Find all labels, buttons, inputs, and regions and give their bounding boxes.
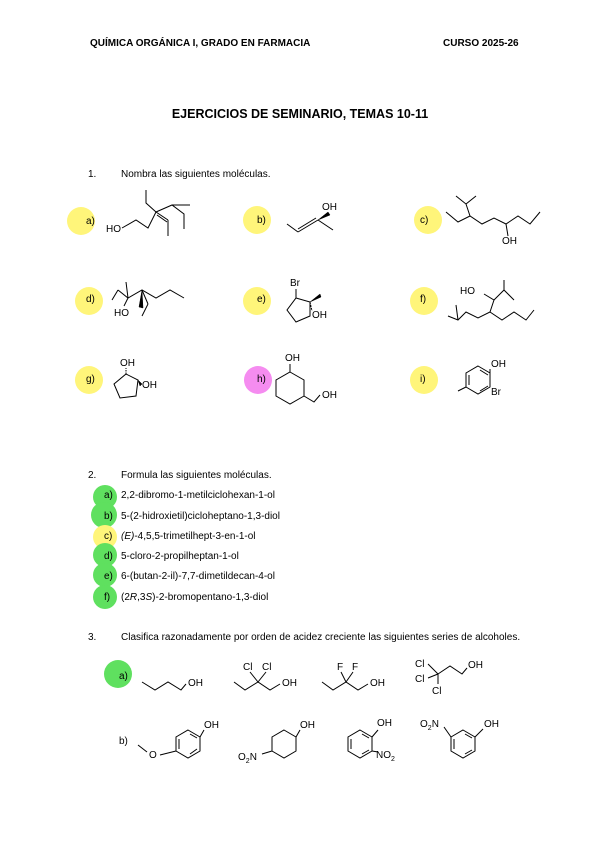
atom-label bbox=[420, 719, 439, 732]
item-text: -4,5,5-trimetilhept-3-en-1-ol bbox=[134, 531, 256, 542]
item-italic: (E) bbox=[121, 531, 135, 542]
q2-number: 2. bbox=[88, 470, 97, 481]
atom-label: O bbox=[238, 752, 246, 763]
item-letter: d) bbox=[104, 551, 113, 562]
atom-label: N bbox=[249, 752, 257, 763]
atom-label: OH bbox=[300, 720, 315, 731]
atom-label: F bbox=[352, 662, 359, 673]
atom-label: OH bbox=[312, 310, 327, 321]
atom-label: HO bbox=[106, 224, 121, 235]
q1-number: 1. bbox=[88, 169, 97, 180]
atom-subscript: 2 bbox=[245, 758, 250, 765]
atom-label: O bbox=[149, 750, 157, 761]
atom-label: O bbox=[383, 750, 392, 761]
atom-label: Br bbox=[290, 278, 300, 289]
atom-label: OH bbox=[491, 359, 506, 370]
atom-label: OH bbox=[377, 718, 392, 729]
atom-label: OH bbox=[370, 678, 385, 689]
item-text: 5-(2-hidroxietil)cicloheptano-1,3-diol bbox=[121, 511, 280, 522]
q1-label-g: g) bbox=[86, 374, 95, 385]
item-text: 6-(butan-2-il)-7,7-dimetildecan-4-ol bbox=[121, 571, 275, 582]
item-text: (2 bbox=[121, 592, 130, 603]
atom-label: HO bbox=[460, 286, 475, 297]
atom-subscript: 2 bbox=[427, 725, 432, 732]
q1-text: Nombra las siguientes moléculas. bbox=[121, 169, 271, 180]
atom-label: OH bbox=[502, 236, 517, 247]
atom-label: OH bbox=[188, 678, 203, 689]
atom-label: OH bbox=[282, 678, 297, 689]
q1-label-e: e) bbox=[257, 294, 266, 305]
year-header: CURSO 2025-26 bbox=[443, 38, 519, 49]
atom-label: O bbox=[420, 719, 428, 730]
item-text: )-2-bromopentano-1,3-diol bbox=[152, 592, 269, 603]
item-italic: R bbox=[129, 592, 138, 603]
item-letter: f) bbox=[104, 592, 111, 603]
atom-label: OH bbox=[322, 202, 337, 213]
q1-label-a: a) bbox=[86, 216, 95, 227]
atom-label: OH bbox=[322, 390, 337, 401]
item-italic: S bbox=[145, 592, 153, 603]
atom-label: Cl bbox=[243, 662, 253, 673]
atom-label: F bbox=[337, 662, 344, 673]
q1-label-f: f) bbox=[420, 294, 427, 305]
q1-label-i: i) bbox=[420, 374, 426, 385]
atom-label: OH bbox=[468, 660, 483, 671]
atom-label: OH bbox=[285, 353, 300, 364]
q3-label-b: b) bbox=[119, 736, 128, 747]
atom-label: N bbox=[431, 719, 439, 730]
atom-label: Cl bbox=[415, 659, 425, 670]
atom-label: Br bbox=[491, 387, 501, 398]
item-letter: c) bbox=[104, 531, 113, 542]
q1-label-h: h) bbox=[257, 374, 266, 385]
atom-label: Cl bbox=[262, 662, 272, 673]
item-letter: a) bbox=[104, 490, 113, 501]
course-header: QUÍMICA ORGÁNICA I, GRADO EN FARMACIA bbox=[90, 38, 311, 49]
atom-label: OH bbox=[142, 380, 157, 391]
item-text: ,3 bbox=[137, 592, 146, 603]
q2-text: Formula las siguientes moléculas. bbox=[121, 470, 272, 481]
atom-label: Cl bbox=[432, 686, 442, 697]
atom-label: OH bbox=[484, 719, 499, 730]
item-text: 5-cloro-2-propilheptan-1-ol bbox=[121, 551, 239, 562]
q1-label-d: d) bbox=[86, 294, 95, 305]
q3-number: 3. bbox=[88, 632, 97, 643]
q1-label-b: b) bbox=[257, 215, 266, 226]
atom-label: Cl bbox=[415, 674, 425, 685]
item-letter: b) bbox=[104, 511, 113, 522]
atom-label: HO bbox=[114, 308, 129, 319]
item-letter: e) bbox=[104, 571, 113, 582]
item-text: 2,2-dibromo-1-metilciclohexan-1-ol bbox=[121, 490, 275, 501]
atom-label: OH bbox=[204, 720, 219, 731]
q1-label-c: c) bbox=[420, 215, 429, 226]
atom-label: N bbox=[376, 750, 384, 761]
atom-label: OH bbox=[120, 358, 135, 369]
atom-subscript: 2 bbox=[391, 756, 395, 763]
page-title: EJERCICIOS DE SEMINARIO, TEMAS 10-11 bbox=[171, 107, 429, 121]
q3-label-a: a) bbox=[119, 671, 128, 682]
q3-text: Clasifica razonadamente por orden de acidez creciente las siguientes series de alcoholes. bbox=[121, 632, 521, 643]
